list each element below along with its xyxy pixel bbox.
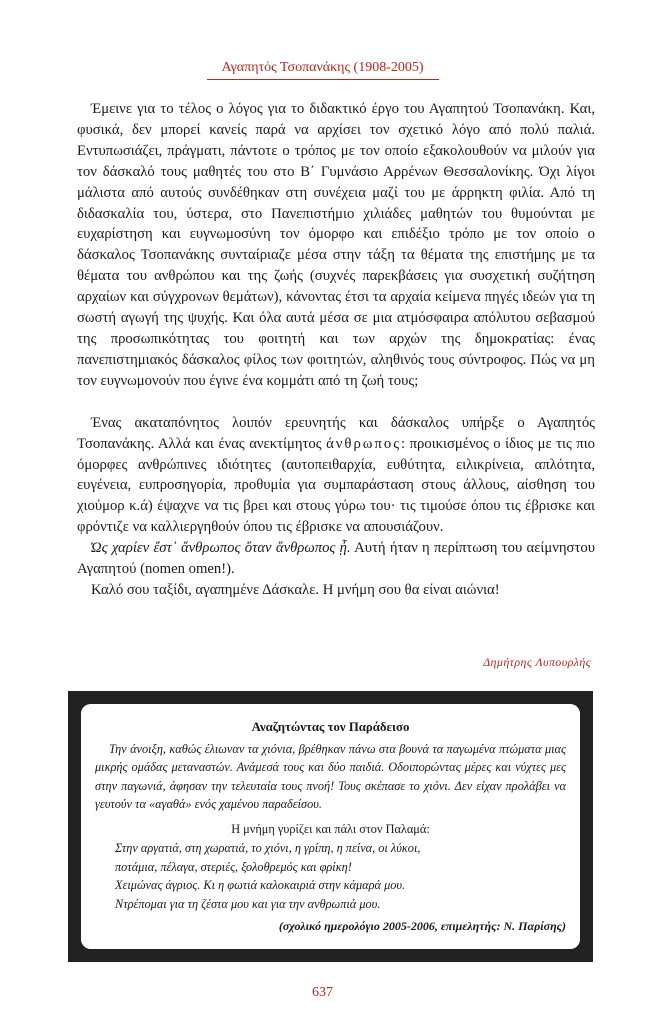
poem-box-intro: Την άνοιξη, καθώς έλιωναν τα χιόνια, βρέθηκαν πάνω στα βουνά τα παγωμένα πτώματα μιας μικρής ομάδας μεταναστών. Ανάμεσά τους και δύο παιδιά. Οδοιπορώντας μέρες και νύχτες μες στην παγωνιά, άφησαν την τελευταία τους πνοή! Τους σκέπασε το χιόνι. Δεν είχαν προλάβει να γευτούν τα «αγαθά» ενός χαμένου παραδείσου.: [95, 741, 566, 811]
article-body: [77, 99, 595, 601]
page-number: 637: [312, 985, 333, 1000]
running-title: Αγαπητός Τσοπανάκης (1908-2005): [221, 60, 424, 75]
paragraph-teaching: Έμεινε για το τέλος ο λόγος για το διδακτικό έργο του Αγαπητού Τσοπανάκη. Και, φυσικά, δεν μπορεί κανείς παρά να αρχίσει τον σχετικό λόγο από πολύ παλιά. Εντυπωσιάζει, πράγματι, πάντοτε ο τρόπος με τον οποίο εξακολουθούν να μιλούν για τον δάσκαλό τους μαθητές του στο Β΄ Γυμνάσιο Αρρένων Θεσσαλονίκης. Όχι λίγοι μάλιστα από αυτούς συνδέθηκαν στη συνέχεια μαζί του με άρρηκτη φιλία. Από τη διδασκαλία του, ύστερα, στο Πανεπιστήμιο χιλιάδες μαθητών του θυμούνται με ευχαρίστηση και ευγνωμοσύνη τον όμορφο και επιδέξιο τρόπο με τον οποίο ο δάσκαλος Τσοπανάκης συνταίριαζε μέσα στην τάξη τα θέματα της επιστήμης με τα θέματα του ανθρώπου και της ζωής (συχνές παρεκβάσεις για συσχετική συζήτηση αρχαίων και σύγχρονων θεμάτων), κάνοντας έτσι τα αρχαία κείμενα πηγές ιδεών για τη σωστή αγωγή της ψυχής. Και όλα αυτά μέσα σε μια ατμόσφαιρα απόλυτου σεβασμού της προσωπικότητας του φοιτητή και των αρχών της δημοκρατίας: ένας πανεπιστημιακός δάσκαλος φίλος των φοιτητών, αληθινός τους σύντροφος. Πώς να μη τον ευγνωμονούν που έγινε ένα κομμάτι από τη ζωή τους;: [77, 101, 595, 389]
verse-line: Στην αργατιά, στη χωρατιά, το χιόνι, η γρίπη, η πείνα, οι λύκοι,: [115, 841, 421, 855]
paragraph-character-end: : προικισμένος ο ίδιος με τις πιο όμορφες ανθρώπινες ιδιότητες (αυτοπειθαρχία, ευθύτητα, ειλικρίνεια, απλότητα, ευγένεια, ευπροσηγορία, προθυμία για συμπαράσταση στους άλλους, αίσθηση του χιούμορ κ.ά) έψαχνε να τις βρει και στους γύρω του· τις τιμούσε όπου τις έβρισκε και φρόντιζε να καλλιεργηθούν όπου τις έβρισκε να απουσιάζουν.: [77, 435, 595, 536]
poem-box: [81, 704, 580, 949]
emphasized-word: άνθρωπος: [326, 435, 402, 452]
ancient-quote: Ώς χαρίεν ἔστ᾽ ἄνθρωπος ὅταν ἄνθρωπος ᾖ.: [91, 540, 351, 557]
paragraph-character: [77, 413, 595, 538]
running-header: [0, 60, 645, 80]
author-signature: Δημήτρης Λυπουρλής: [483, 655, 591, 669]
paragraph-farewell: Καλό σου ταξίδι, αγαπημένε Δάσκαλε. Η μνήμη σου θα είναι αιώνια!: [91, 581, 500, 598]
verse-line: Ντρέπομαι για τη ζέστα μου και για την ανθρωπιά μου.: [115, 896, 381, 911]
quote-comment: Αυτή ήταν η περίπτωση του αείμνηστου Αγαπητού (nomen omen!).: [77, 540, 595, 578]
poem-box-lead: Η μνήμη γυρίζει και πάλι στον Παλαμά:: [231, 821, 430, 836]
poem-box-frame: [68, 691, 593, 962]
verse-line: Χειμώνας άγριος. Κι η φωτιά καλοκαιριά στην κάμαρά μου.: [115, 878, 406, 892]
poem-box-source: (σχολικό ημερολόγιο 2005-2006, επιμελητής: Ν. Παρίσης): [278, 919, 566, 933]
paragraph-quote: [77, 538, 595, 580]
verse-line: ποτάμια, πέλαγα, στεριές, ξολοθρεμός και φρίκη!: [115, 859, 352, 874]
paragraph-character-start: Ένας ακαταπόνητος λοιπόν ερευνητής και δάσκαλος υπήρξε ο Αγαπητός Τσοπανάκης. Αλλά και ένας ανεκτίμητος: [77, 414, 595, 452]
poem-box-title: Αναζητώντας τον Παράδεισο: [251, 720, 410, 734]
header-underline: [207, 79, 439, 80]
